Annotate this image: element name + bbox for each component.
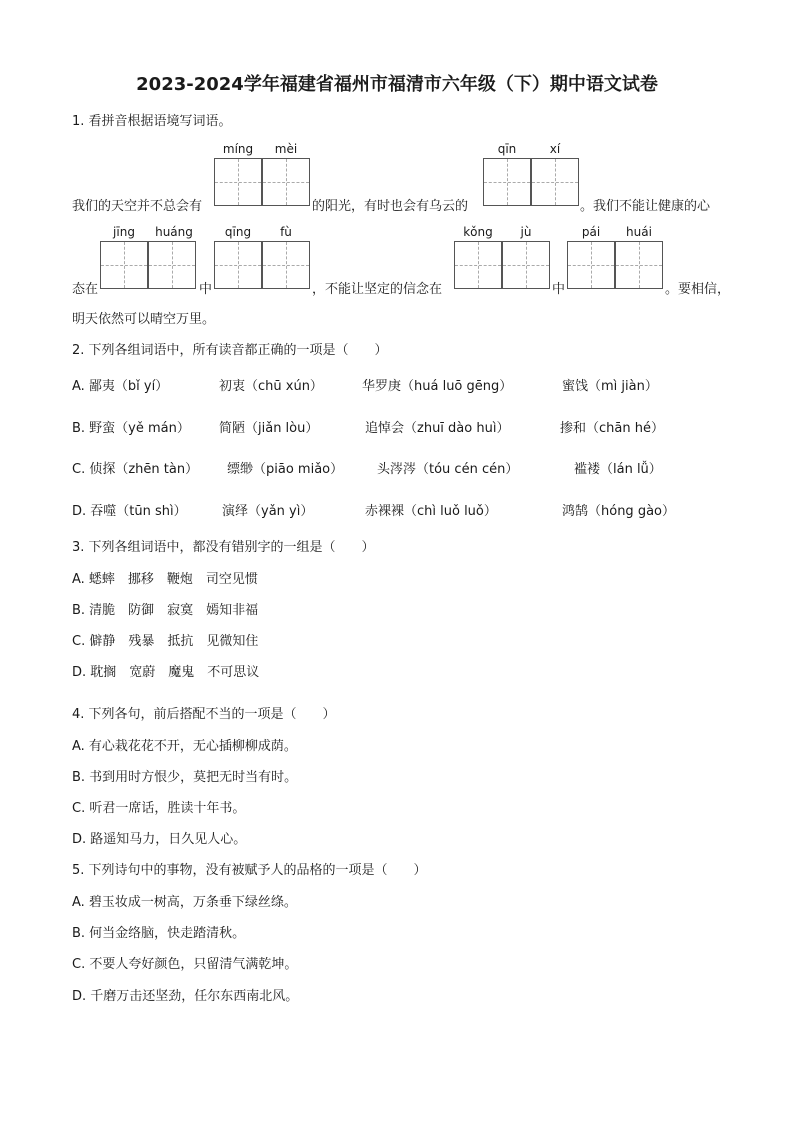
q2-option-c-word1: C. 侦探（zhēn tàn） [72, 462, 199, 477]
pinyin-jing: jīng [113, 225, 135, 239]
q2-option-c-word3: 头涔涔（tóu cén cén） [377, 462, 519, 477]
q3-option-d: D. 耽搁 宽蔚 魔鬼 不可思议 [72, 665, 260, 680]
answer-box-mei[interactable] [262, 158, 310, 206]
answer-box-huai[interactable] [615, 241, 663, 289]
q2-option-d-word4: 鸿鹄（hóng gào） [562, 504, 675, 519]
q3-option-b: B. 清脆 防御 寂寞 嫣知非福 [72, 603, 259, 618]
q2-option-a-word1: A. 鄙夷（bǐ yí） [72, 379, 169, 394]
q5-option-b: B. 何当金络脑，快走踏清秋。 [72, 926, 246, 941]
q2-option-a-word3: 华罗庚（huá luō gēng） [362, 379, 513, 394]
q5-option-a: A. 碧玉妆成一树高，万条垂下绿丝绦。 [72, 895, 297, 910]
pinyin-qin: qīn [497, 142, 517, 156]
q1-row2-part-b: 中 [199, 282, 213, 297]
pinyin-ming: míng [222, 142, 254, 156]
answer-box-jing[interactable] [100, 241, 148, 289]
pinyin-fu: fù [280, 225, 292, 239]
pinyin-qing: qīng [224, 225, 252, 239]
q4-option-a: A. 有心栽花花不开，无心插柳柳成荫。 [72, 739, 297, 754]
pinyin-mei: mèi [274, 142, 298, 156]
answer-box-huang[interactable] [148, 241, 196, 289]
answer-box-qing[interactable] [214, 241, 262, 289]
q3-stem: 3. 下列各组词语中，都没有错别字的一组是（ ） [72, 540, 375, 555]
q5-option-c: C. 不要人夸好颜色，只留清气满乾坤。 [72, 957, 298, 972]
q2-stem: 2. 下列各组词语中，所有读音都正确的一项是（ ） [72, 343, 388, 358]
q3-option-a: A. 蟋蟀 挪移 鞭炮 司空见惯 [72, 572, 258, 587]
q1-row1-part-a: 我们的天空并不总会有 [72, 199, 203, 214]
q2-option-b-word2: 简陋（jiǎn lòu） [219, 421, 319, 436]
q2-option-a-word2: 初衷（chū xún） [219, 379, 323, 394]
answer-box-ju[interactable] [502, 241, 550, 289]
q2-option-d-word3: 赤裸裸（chì luǒ luǒ） [365, 504, 497, 519]
q1-stem: 1. 看拼音根据语境写词语。 [72, 114, 232, 129]
q2-option-a-word4: 蜜饯（mì jiàn） [562, 379, 658, 394]
answer-box-pai[interactable] [567, 241, 615, 289]
q4-option-d: D. 路遥知马力，日久见人心。 [72, 832, 247, 847]
q5-option-d: D. 千磨万击还坚劲，任尔东西南北风。 [72, 989, 299, 1004]
answer-box-kong[interactable] [454, 241, 502, 289]
q1-row1-part-c: 。我们不能让健康的心 [580, 199, 711, 214]
pinyin-huang: huáng [155, 225, 193, 239]
q1-row3: 明天依然可以晴空万里。 [72, 312, 216, 327]
q2-option-c-word2: 缥缈（piāo miǎo） [227, 462, 344, 477]
page-title: 2023-2024学年福建省福州市福清市六年级（下）期中语文试卷 [136, 74, 658, 95]
q1-row2-part-a: 态在 [72, 282, 99, 297]
q4-option-c: C. 听君一席话，胜读十年书。 [72, 801, 246, 816]
q1-row2-part-e: 。要相信， [665, 282, 731, 297]
q4-option-b: B. 书到用时方恨少，莫把无时当有时。 [72, 770, 298, 785]
pinyin-ju: jù [520, 225, 532, 239]
pinyin-huai: huái [626, 225, 652, 239]
q2-option-c-word4: 褴褛（lán lǚ） [574, 462, 662, 477]
pinyin-pai: pái [581, 225, 601, 239]
q3-option-c: C. 僻静 残暴 抵抗 见微知住 [72, 634, 259, 649]
pinyin-kong: kǒng [463, 225, 493, 239]
q2-option-d-word1: D. 吞噬（tūn shì） [72, 504, 187, 519]
pinyin-xi: xí [549, 142, 561, 156]
answer-box-xi[interactable] [531, 158, 579, 206]
answer-box-ming[interactable] [214, 158, 262, 206]
q1-row1-part-b: 的阳光，有时也会有乌云的 [312, 199, 469, 214]
q2-option-d-word2: 演绎（yǎn yì） [222, 504, 314, 519]
q2-option-b-word3: 追悼会（zhuī dào huì） [365, 421, 510, 436]
q1-row2-part-c: ，不能让坚定的信念在 [312, 282, 443, 297]
answer-box-qin[interactable] [483, 158, 531, 206]
q2-option-b-word1: B. 野蛮（yě mán） [72, 421, 190, 436]
q2-option-b-word4: 掺和（chān hé） [560, 421, 664, 436]
q5-stem: 5. 下列诗句中的事物，没有被赋予人的品格的一项是（ ） [72, 863, 427, 878]
q1-row2-part-d: 中 [552, 282, 566, 297]
answer-box-fu[interactable] [262, 241, 310, 289]
q4-stem: 4. 下列各句，前后搭配不当的一项是（ ） [72, 707, 336, 722]
